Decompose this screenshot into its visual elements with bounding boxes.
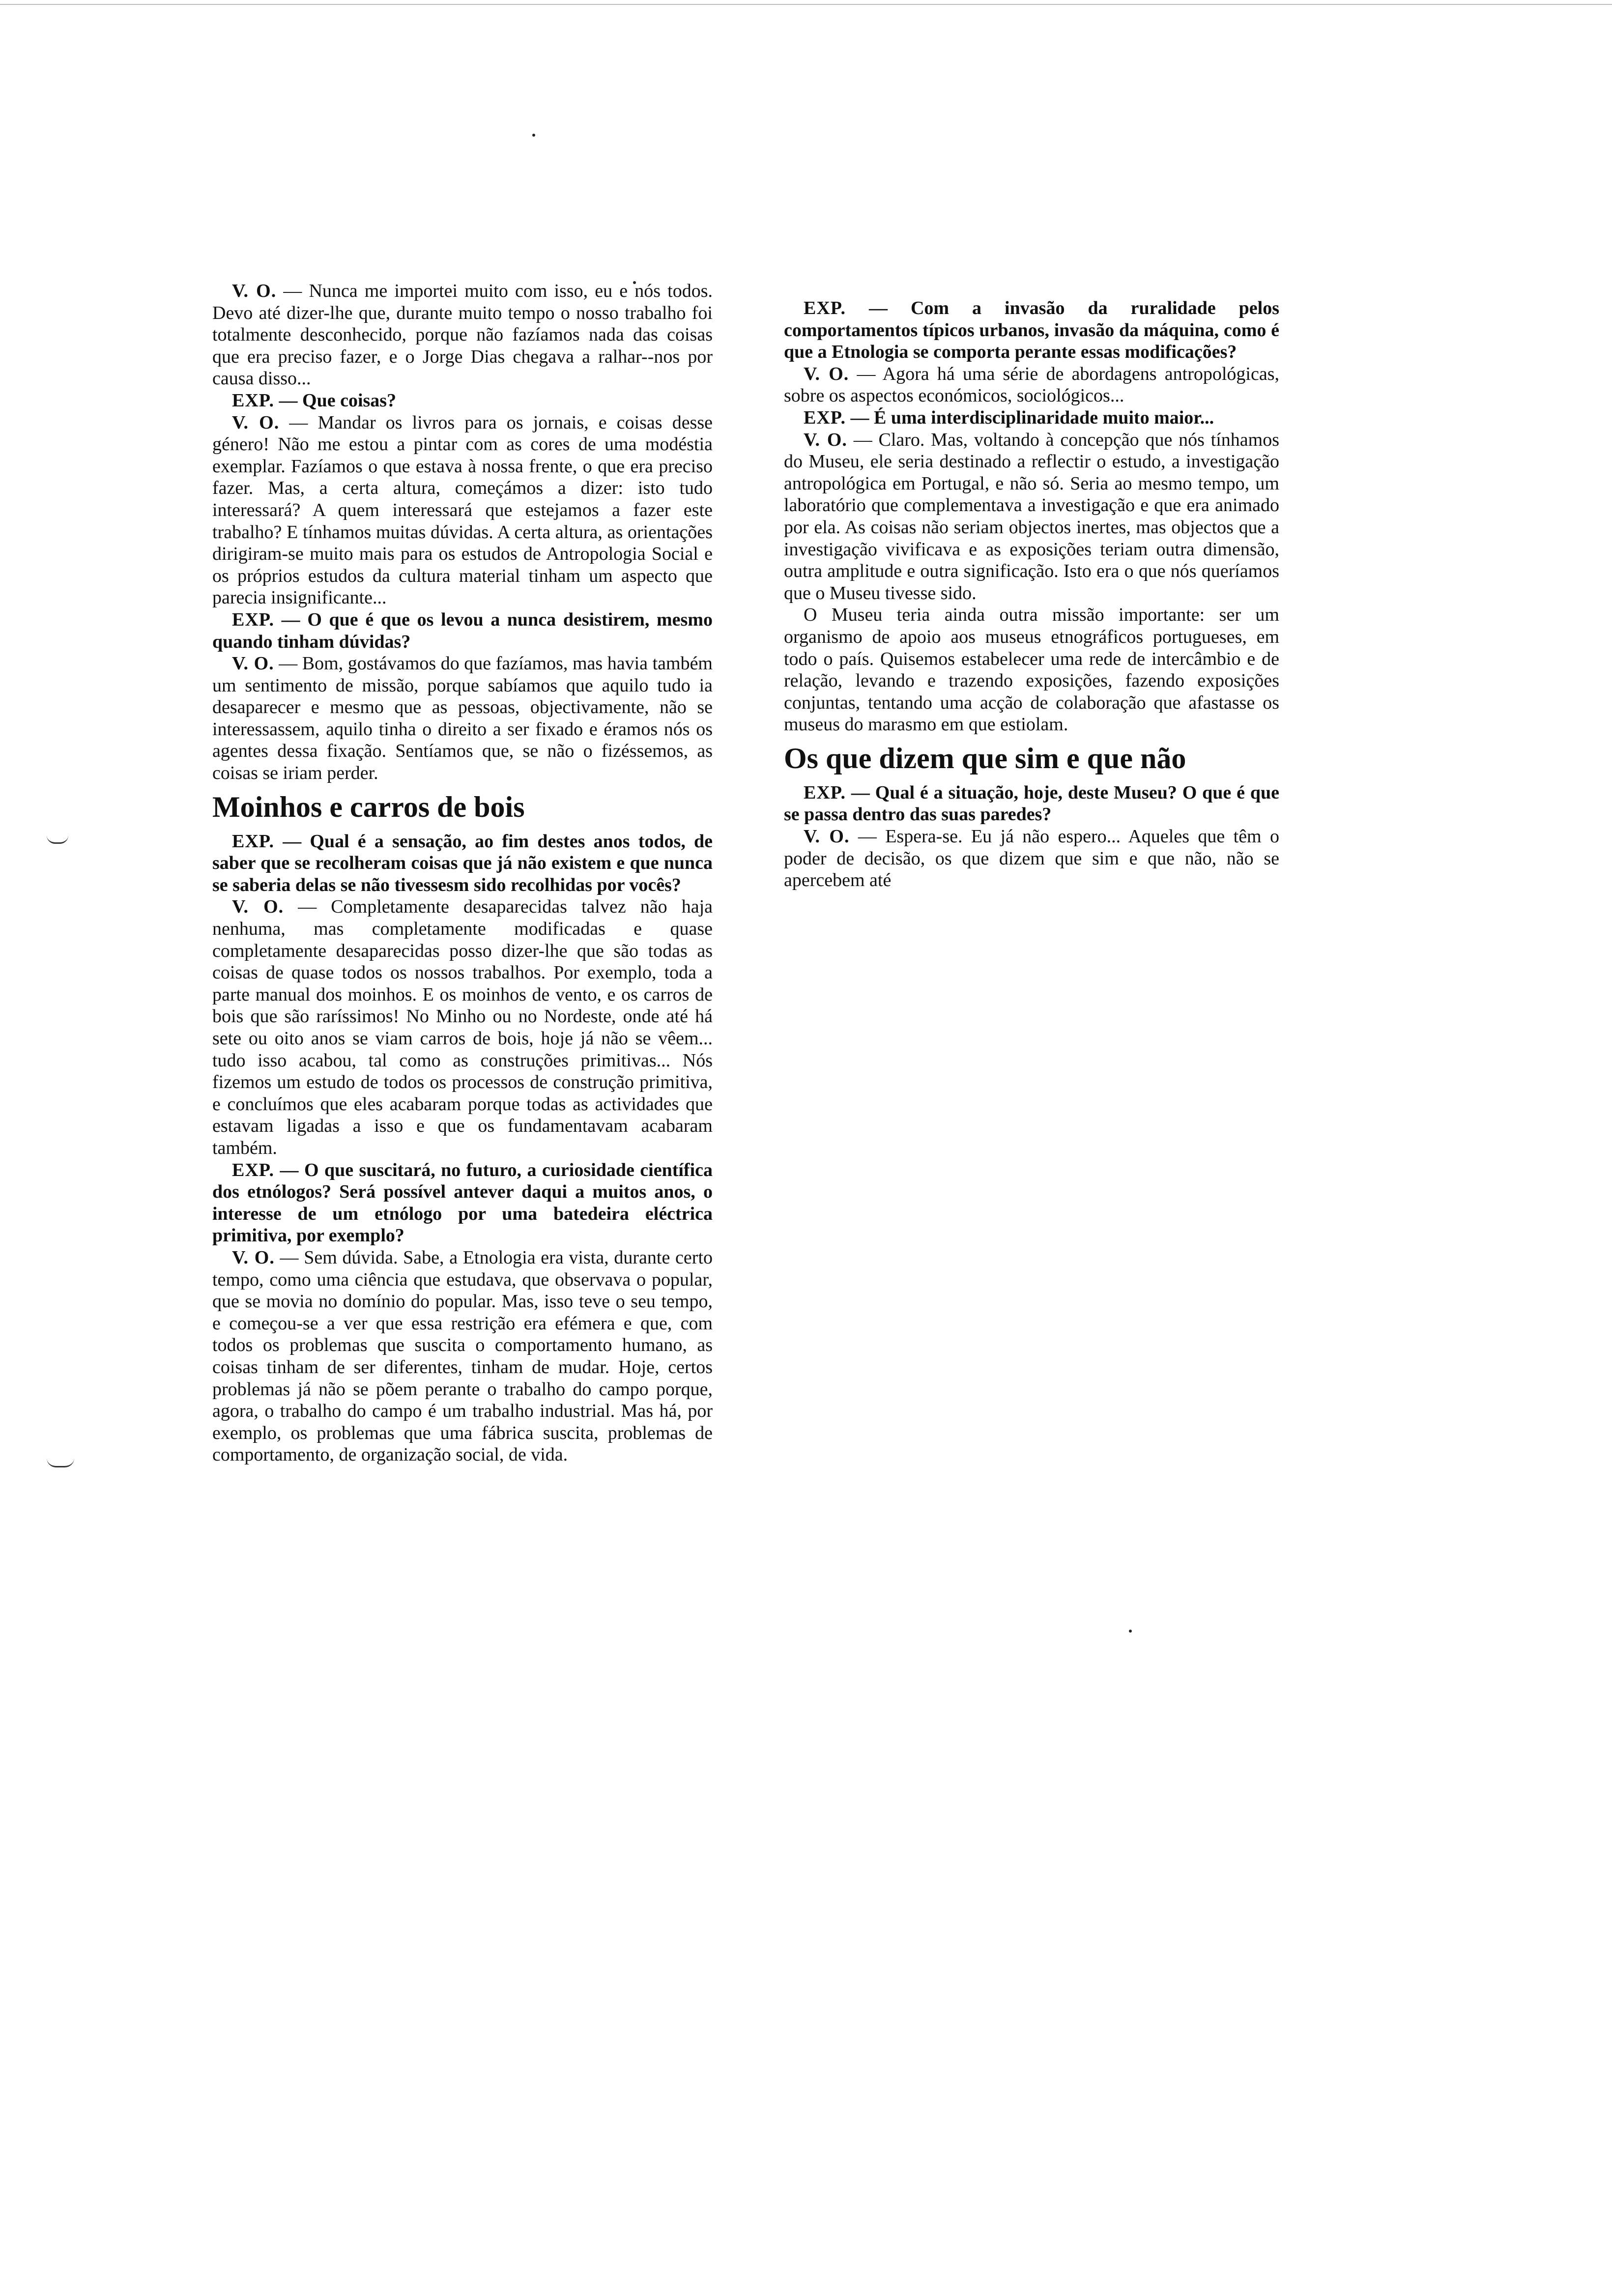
margin-mark <box>47 835 68 844</box>
answer-text: — Claro. Mas, voltando à concepção que nós tínhamos do Museu, ele seria destinado a reflectir o estudo, a investigação antropológica em Portugal, e não só. Seria ao mesmo tempo, um laboratório que complementava a investigação e que era animado por ela. As coisas não seriam objectos inertes, mas objectos que a investigação vivificava e as exposições teriam outra dimensão, outra amplitude e outra significação. Isto era o que nós queríamos que o Museu tivesse sido. <box>784 429 1280 603</box>
question-text: — Qual é a sensação, ao fim destes anos todos, de saber que se recolheram coisas que já não existem e que nunca se saberia delas se não tivessesm sido recolhidas por vocês? <box>212 831 713 895</box>
question-text: — Qual é a situação, hoje, deste Museu? O que é que se passa dentro das suas paredes? <box>784 782 1280 825</box>
section-heading: Os que dizem que sim e que não <box>784 742 1186 775</box>
speck <box>1129 1630 1132 1633</box>
interview-paragraph <box>784 782 1279 826</box>
speaker-label: EXP. <box>804 407 846 428</box>
interview-paragraph <box>784 297 1279 363</box>
question-text: — O que suscitará, no futuro, a curiosidade científica dos etnólogos? Será possível antever daqui a muitos anos, o interesse de um etnólogo por uma batedeira eléctrica primitiva, por exemplo? <box>212 1159 713 1246</box>
speaker-label: EXP. <box>232 831 275 852</box>
question-text: — O que é que os levou a nunca desistirem, mesmo quando tinham dúvidas? <box>212 609 713 652</box>
speaker-label: V. O. <box>804 826 850 847</box>
interview-paragraph <box>212 412 713 609</box>
speaker-label: V. O. <box>232 412 280 433</box>
speaker-label: V. O. <box>232 896 284 918</box>
speck <box>532 134 535 137</box>
right-column <box>784 297 1279 891</box>
interview-paragraph <box>784 407 1279 429</box>
interview-paragraph <box>212 390 713 412</box>
answer-text: — Mandar os livros para os jornais, e coisas desse género! Não me estou a pintar com as cores de uma modéstia exemplar. Fazíamos o que estava à nossa frente, o que era preciso fazer. Mas, a certa altura, começámos a dizer: isto tudo interessará? A quem interessará que estejamos a fazer este trabalho? E tínhamos muitas dúvidas. A certa altura, as orientações dirigiram-se muito mais para os estudos de Antropologia Social e os próprios estudos da cultura material tinham um aspecto que parecia insignificante... <box>212 412 713 608</box>
interview-paragraph <box>212 1247 713 1466</box>
answer-text: — Espera-se. Eu já não espero... Aqueles que têm o poder de decisão, os que dizem que sim e que não, não se apercebem até <box>784 826 1279 891</box>
interview-paragraph <box>784 604 1279 736</box>
speaker-label: V. O. <box>804 429 847 450</box>
answer-text: — Nunca me importei muito com isso, eu e nós todos. Devo até dizer-lhe que, durante muito tempo o nosso trabalho foi totalmente desconhecido, porque não fazíamos nada das coisas que era preciso fazer, e o Jorge Dias chegava a ralhar--nos por causa disso... <box>212 281 713 389</box>
speaker-label: EXP. <box>804 298 846 318</box>
section-heading: Moinhos e carros de bois <box>212 790 525 823</box>
speaker-label: V. O. <box>232 1247 275 1268</box>
answer-text: — Bom, gostávamos do que fazíamos, mas havia também um sentimento de missão, porque sabíamos que aquilo tudo ia desaparecer e mesmo que as pessoas, objectivamente, não se interessassem, aquilo tinha o direito a ser fixado e éramos nós os agentes dessa fixação. Sentíamos que, se não o fizéssemos, as coisas se iriam perder. <box>212 653 713 784</box>
question-text: — Com a invasão da ruralidade pelos comportamentos típicos urbanos, invasão da máquina, como é que a Etnologia se comporta perante essas modificações? <box>784 298 1280 363</box>
interview-paragraph <box>212 1159 713 1247</box>
left-column <box>212 280 713 1466</box>
scan-top-edge <box>0 4 1612 5</box>
speaker-label: V. O. <box>232 281 277 301</box>
speaker-label: EXP. <box>232 609 275 630</box>
answer-text: — Agora há uma série de abordagens antropológicas, sobre os aspectos económicos, sociológicos... <box>784 363 1279 406</box>
interview-paragraph <box>212 653 713 784</box>
answer-text: O Museu teria ainda outra missão importante: ser um organismo de apoio aos museus etnográficos portugueses, em todo o país. Quisemos estabelecer uma rede de intercâmbio e de relação, levando e trazendo exposições, fazendo exposições conjuntas, tentando uma acção de colaboração que afastasse os museus do marasmo em que estiolam. <box>784 604 1279 735</box>
speaker-label: V. O. <box>804 363 849 384</box>
margin-mark <box>47 1458 74 1467</box>
interview-paragraph <box>212 896 713 1159</box>
interview-paragraph <box>212 280 713 390</box>
speaker-label: EXP. <box>804 782 846 803</box>
interview-paragraph <box>784 826 1279 891</box>
speaker-label: EXP. <box>232 1159 275 1180</box>
answer-text: — Sem dúvida. Sabe, a Etnologia era vista, durante certo tempo, como uma ciência que estudava, que observava o popular, que se movia no domínio do popular. Mas, isso teve o seu tempo, e começou-se a ver que essa restrição era efémera e que, com todos os problemas que suscita o comportamento humano, as coisas tinham de ser diferentes, tinham de mudar. Hoje, certos problemas já não se põem perante o trabalho do campo porque, agora, o trabalho do campo é um trabalho industrial. Mas há, por exemplo, os problemas que uma fábrica suscita, problemas de comportamento, de organização social, de vida. <box>212 1247 713 1465</box>
answer-text: — Completamente desaparecidas talvez não haja nenhuma, mas completamente modificadas e quase completamente desaparecidas posso dizer-lhe que são todas as coisas de quase todos os nossos trabalhos. Por exemplo, toda a parte manual dos moinhos. E os moinhos de vento, e os carros de bois que são raríssimos! No Minho ou no Nordeste, onde até há sete ou oito anos se viam carros de bois, hoje já não se vêem... tudo isso acabou, tal como as construções primitivas... Nós fizemos um estudo de todos os processos de construção primitiva, e concluímos que eles acabaram porque todas as actividades que estavam ligadas a isso e que os fundamentavam acabaram também. <box>212 896 713 1158</box>
interview-paragraph <box>212 831 713 896</box>
speaker-label: V. O. <box>232 653 274 674</box>
question-text: — Que coisas? <box>279 390 397 411</box>
interview-paragraph <box>784 363 1279 407</box>
speaker-label: EXP. <box>232 390 275 411</box>
interview-paragraph <box>212 609 713 653</box>
question-text: — É uma interdisciplinaridade muito maior... <box>850 407 1214 428</box>
interview-paragraph <box>784 429 1279 604</box>
